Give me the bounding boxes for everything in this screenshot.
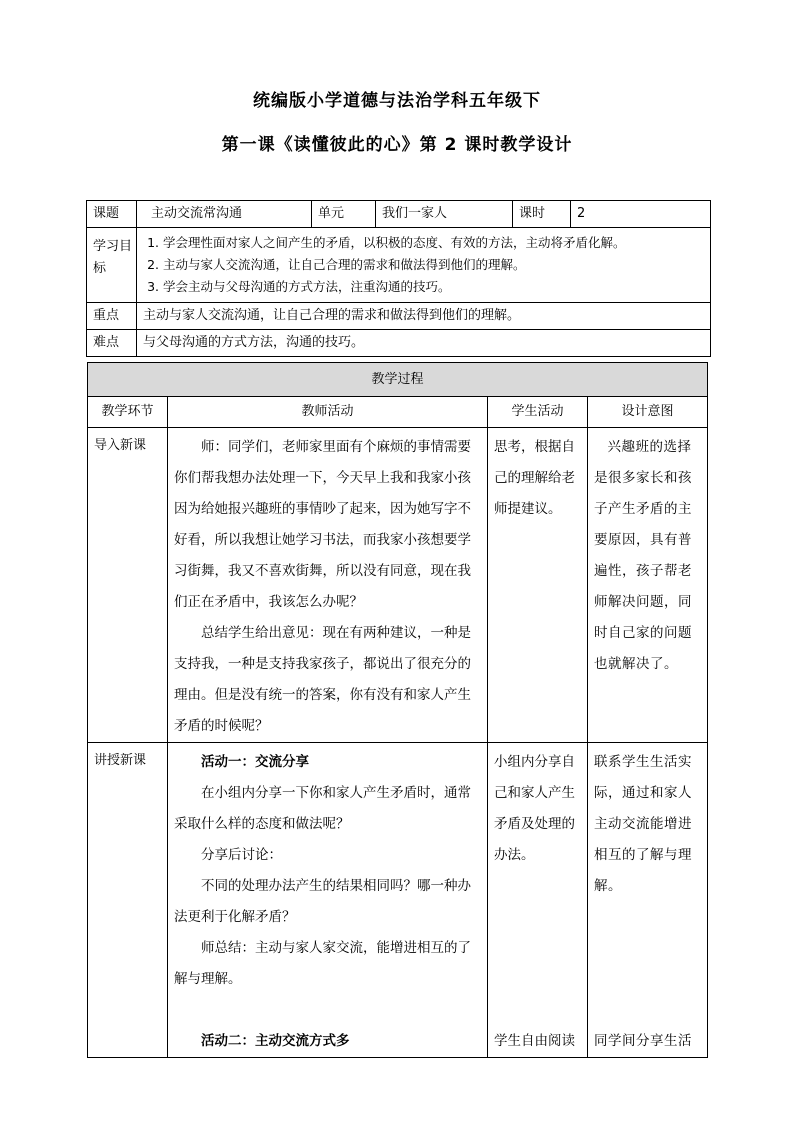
column-header-teacher: 教师活动	[168, 397, 488, 428]
teaching-process-table	[87, 362, 708, 1058]
teacher-paragraph: 分享后讨论：	[201, 847, 282, 863]
teacher-paragraph: 不同的处理办法产生的结果相同吗？哪一种办法更利于化解矛盾？	[174, 878, 471, 925]
intent-text: 同学间分享生活	[594, 1033, 692, 1049]
goal-item: 3. 学会主动与父母沟通的方式方法，注重沟通的技巧。	[163, 276, 704, 298]
teacher-paragraph: 师：同学们，老师家里面有个麻烦的事情需要你们帮我想办法处理一下，今天早上我和我家小孩因为给她报兴趣班的事情吵了起来，因为她写字不好看，所以我想让她学习书法，而我家小孩想要学习街舞，我又不喜欢街舞，所以没有同意，现在我们正在矛盾中，我该怎么办呢？	[174, 439, 471, 610]
column-header-student: 学生活动	[488, 397, 588, 428]
difficulty-value: 与父母沟通的方式方法，沟通的技巧。	[137, 330, 711, 357]
column-header-row	[88, 397, 708, 428]
unit-value: 我们一家人	[376, 201, 513, 228]
table-row	[88, 428, 708, 743]
teacher-paragraph: 在小组内分享一下你和家人产生矛盾时，通常采取什么样的态度和做法呢？	[174, 785, 471, 832]
stage-cell: 导入新课	[88, 428, 168, 743]
key-value: 主动与家人交流沟通，让自己合理的需求和做法得到他们的理解。	[137, 303, 711, 330]
period-value: 2	[571, 201, 711, 228]
topic-label: 课题	[87, 201, 137, 228]
key-row	[87, 303, 711, 330]
topic-row	[87, 201, 711, 228]
teacher-activity-cell	[168, 428, 488, 743]
stage-cell: 讲授新课	[88, 743, 168, 1058]
goal-item: 1. 学会理性面对家人之间产生的矛盾，以积极的态度、有效的方法，主动将矛盾化解。	[163, 232, 704, 254]
unit-label: 单元	[312, 201, 376, 228]
intent-text: 联系学生生活实际，通过和家人主动交流能增进相互的了解与理解。	[594, 754, 692, 894]
process-title-row	[88, 363, 708, 397]
document-title: 统编版小学道德与法治学科五年级下	[253, 91, 541, 111]
period-label: 课时	[513, 201, 571, 228]
student-activity-cell	[488, 743, 588, 1058]
activity-heading: 活动二：主动交流方式多	[201, 1033, 350, 1049]
intent-text: 兴趣班的选择是很多家长和孩子产生矛盾的主要原因，具有普遍性，孩子帮老师解决问题，同时自己家的问题也就解决了。	[594, 439, 692, 672]
difficulty-label: 难点	[87, 330, 137, 357]
goal-item: 2. 主动与家人交流沟通，让自己合理的需求和做法得到他们的理解。	[163, 254, 704, 276]
topic-value: 主动交流常沟通	[137, 201, 312, 228]
goals-cell	[137, 228, 711, 303]
column-header-intent: 设计意图	[588, 397, 708, 428]
lesson-title: 第一课《读懂彼此的心》第 2 课时教学设计	[221, 135, 573, 155]
student-activity-cell	[488, 428, 588, 743]
difficulty-row	[87, 330, 711, 357]
student-text: 思考，根据自己的理解给老师提建议。	[494, 439, 575, 517]
student-text: 学生自由阅读	[494, 1033, 575, 1049]
student-text: 小组内分享自己和家人产生矛盾及处理的办法。	[494, 754, 575, 863]
spacer	[174, 995, 481, 1026]
column-header-stage: 教学环节	[88, 397, 168, 428]
teacher-paragraph: 师总结：主动与家人家交流，能增进相互的了解与理解。	[174, 940, 471, 987]
goals-label: 学习目标	[87, 228, 137, 303]
goals-row	[87, 228, 711, 303]
teacher-paragraph: 总结学生给出意见：现在有两种建议，一种是支持我，一种是支持我家孩子，都说出了很充分的理由。但是没有统一的答案，你有没有和家人产生矛盾的时候呢？	[174, 625, 471, 734]
lesson-info-table	[86, 200, 711, 357]
design-intent-cell	[588, 743, 708, 1058]
activity-heading: 活动一：交流分享	[201, 754, 309, 770]
design-intent-cell	[588, 428, 708, 743]
key-label: 重点	[87, 303, 137, 330]
table-row	[88, 743, 708, 1058]
process-title: 教学过程	[88, 363, 708, 397]
goals-list	[143, 232, 704, 298]
teacher-activity-cell	[168, 743, 488, 1058]
